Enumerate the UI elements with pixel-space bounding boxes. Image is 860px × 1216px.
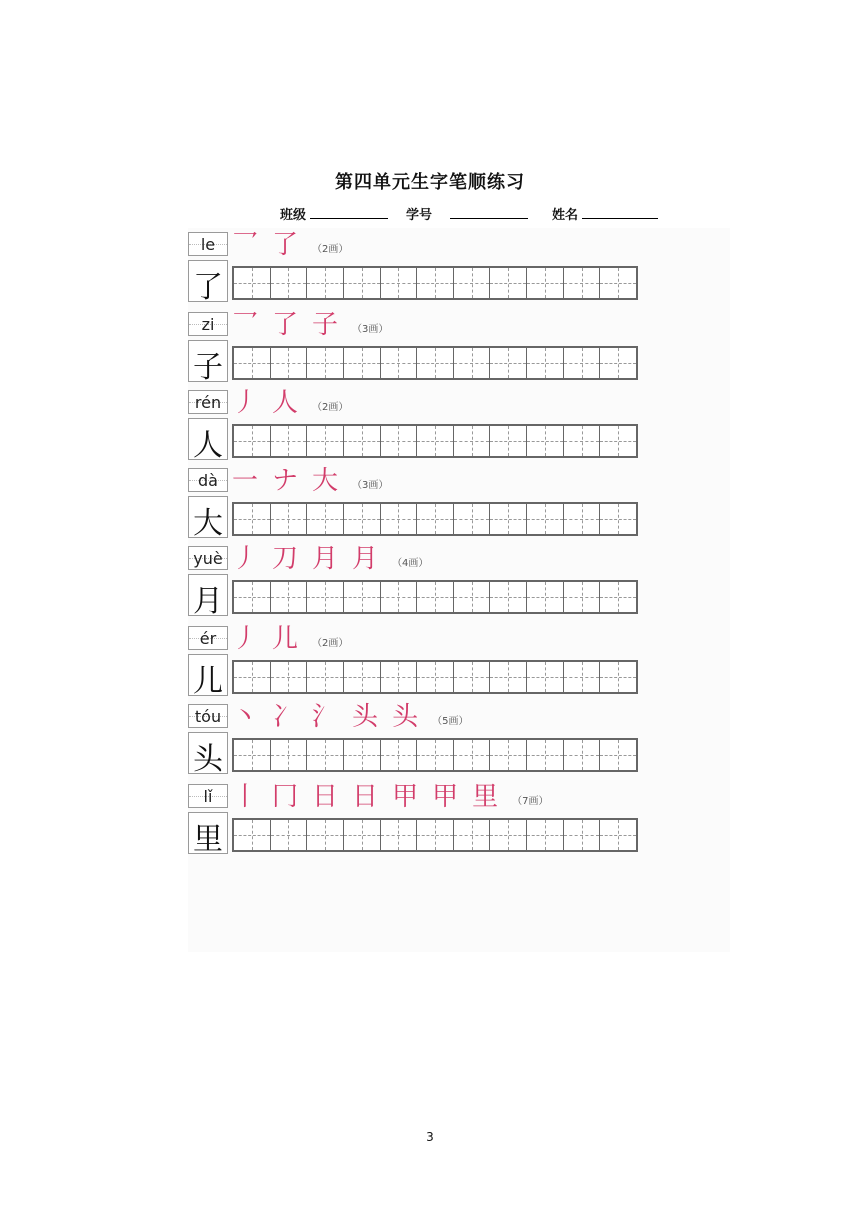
stroke-step: 月 [312,544,339,574]
pinyin-text: rén [194,393,222,412]
char-row [188,784,730,856]
writing-cell[interactable] [490,348,527,378]
writing-grid [232,346,638,380]
stroke-step: 了 [272,310,299,340]
stroke-order [232,546,428,572]
writing-cell[interactable] [417,740,454,770]
writing-cell[interactable] [307,582,344,612]
stroke-order [232,312,388,338]
writing-cell[interactable] [600,820,636,850]
writing-cell[interactable] [454,820,491,850]
writing-grid [232,660,638,694]
pinyin-text: yuè [193,549,223,568]
pinyin-text: zi [201,315,215,334]
writing-cell[interactable] [454,582,491,612]
writing-cell[interactable] [234,582,271,612]
stroke-step: ナ [272,466,299,496]
stroke-count: （4画） [392,558,429,569]
name-label: 姓名 [552,208,579,223]
writing-cell[interactable] [307,268,344,298]
writing-cell[interactable] [417,268,454,298]
writing-cell[interactable] [564,820,601,850]
pinyin-text: ér [199,629,217,648]
writing-cell[interactable] [344,740,381,770]
pinyin-box [188,626,228,650]
character-box [188,340,228,385]
pinyin-box [188,232,228,256]
writing-cell[interactable] [600,348,636,378]
char-row [188,390,730,462]
writing-grid [232,502,638,536]
writing-cell[interactable] [564,740,601,770]
character-text: 大 [193,506,223,541]
writing-cell[interactable] [344,268,381,298]
stroke-step: 了 [272,230,299,260]
stroke-step: 大 [312,466,339,496]
page-title: 第四单元生字笔顺练习 [335,172,525,193]
writing-cell[interactable] [234,740,271,770]
character-text: 月 [193,584,223,619]
stroke-step: 头 [352,702,379,732]
character-box [188,654,228,699]
writing-cell[interactable] [307,426,344,456]
writing-cell[interactable] [234,268,271,298]
writing-cell[interactable] [564,504,601,534]
stroke-count: （5画） [432,716,469,727]
character-text: 子 [193,350,223,385]
stroke-step: 冂 [272,782,299,812]
stroke-step: 丶 [232,702,259,732]
char-row [188,704,730,776]
writing-cell[interactable] [381,740,418,770]
character-text: 人 [193,428,223,463]
stroke-step: 丿 [232,544,259,574]
writing-cell[interactable] [381,662,418,692]
page-number: 3 [426,1130,434,1144]
writing-cell[interactable] [454,662,491,692]
writing-cell[interactable] [271,820,308,850]
stroke-step: 刀 [272,544,299,574]
pinyin-box [188,312,228,336]
writing-cell[interactable] [344,426,381,456]
writing-cell[interactable] [454,268,491,298]
stroke-step: 日 [352,782,379,812]
stroke-step: 月 [352,544,379,574]
pinyin-box [188,390,228,414]
writing-cell[interactable] [564,268,601,298]
writing-cell[interactable] [234,504,271,534]
char-row [188,626,730,698]
stroke-step: 子 [312,310,339,340]
writing-cell[interactable] [417,504,454,534]
character-text: 头 [193,742,223,777]
writing-cell[interactable] [490,662,527,692]
writing-cell[interactable] [271,426,308,456]
writing-cell[interactable] [307,740,344,770]
writing-cell[interactable] [271,582,308,612]
stroke-order [232,784,548,810]
writing-cell[interactable] [307,820,344,850]
writing-cell[interactable] [527,820,564,850]
stroke-order [232,232,348,258]
stroke-count: （2画） [312,638,349,649]
pinyin-text: tóu [194,707,222,726]
writing-cell[interactable] [417,582,454,612]
pinyin-text: dà [198,471,218,490]
writing-cell[interactable] [381,582,418,612]
pinyin-box [188,546,228,570]
writing-cell[interactable] [600,740,636,770]
char-row [188,468,730,540]
writing-cell[interactable] [600,426,636,456]
pinyin-text: lǐ [203,787,213,806]
writing-cell[interactable] [381,268,418,298]
writing-grid [232,738,638,772]
writing-cell[interactable] [564,582,601,612]
writing-cell[interactable] [381,348,418,378]
writing-cell[interactable] [271,662,308,692]
writing-cell[interactable] [454,348,491,378]
stroke-step: 里 [472,782,499,812]
stroke-count: （3画） [352,324,389,335]
writing-cell[interactable] [344,348,381,378]
stroke-count: （2画） [312,402,349,413]
stroke-step: 儿 [272,624,299,654]
char-row [188,232,730,304]
stroke-order [232,704,468,730]
character-box [188,496,228,541]
writing-cell[interactable] [600,504,636,534]
writing-cell[interactable] [490,740,527,770]
writing-cell[interactable] [271,348,308,378]
writing-cell[interactable] [564,662,601,692]
name-field[interactable] [582,218,658,219]
writing-grid [232,580,638,614]
writing-cell[interactable] [527,348,564,378]
stroke-step: 日 [312,782,339,812]
writing-cell[interactable] [600,662,636,692]
writing-cell[interactable] [307,504,344,534]
writing-cell[interactable] [381,426,418,456]
stroke-step: 一 [232,466,259,496]
worksheet [188,228,730,952]
writing-cell[interactable] [417,426,454,456]
writing-cell[interactable] [344,662,381,692]
writing-cell[interactable] [490,582,527,612]
writing-cell[interactable] [527,426,564,456]
writing-cell[interactable] [234,820,271,850]
writing-cell[interactable] [490,268,527,298]
class-field[interactable] [310,218,388,219]
stroke-step: 乛 [232,310,259,340]
writing-cell[interactable] [490,820,527,850]
class-label: 班级 [280,208,307,223]
writing-cell[interactable] [381,820,418,850]
writing-cell[interactable] [271,504,308,534]
stroke-step: 人 [272,388,299,418]
stroke-step: 丿 [232,388,259,418]
character-box [188,732,228,777]
writing-grid [232,424,638,458]
character-box [188,260,228,305]
stroke-count: （2画） [312,244,349,255]
stroke-step: 乛 [232,230,259,260]
writing-cell[interactable] [490,504,527,534]
writing-cell[interactable] [234,426,271,456]
pinyin-box [188,784,228,808]
writing-cell[interactable] [527,662,564,692]
writing-cell[interactable] [564,426,601,456]
stroke-count: （3画） [352,480,389,491]
character-text: 了 [193,270,223,305]
writing-cell[interactable] [600,268,636,298]
character-box [188,574,228,619]
character-box [188,418,228,463]
writing-cell[interactable] [417,662,454,692]
number-field[interactable] [450,218,528,219]
writing-cell[interactable] [307,348,344,378]
writing-grid [232,818,638,852]
stroke-step: 甲 [392,782,419,812]
writing-cell[interactable] [600,582,636,612]
writing-cell[interactable] [527,268,564,298]
pinyin-box [188,704,228,728]
writing-cell[interactable] [344,582,381,612]
writing-cell[interactable] [490,426,527,456]
pinyin-box [188,468,228,492]
writing-cell[interactable] [417,348,454,378]
stroke-count: （7画） [512,796,549,807]
stroke-step: 冫 [272,702,299,732]
writing-cell[interactable] [454,740,491,770]
character-box [188,812,228,857]
pinyin-text: le [200,235,216,254]
writing-cell[interactable] [454,426,491,456]
writing-cell[interactable] [234,348,271,378]
writing-cell[interactable] [381,504,418,534]
stroke-order [232,468,388,494]
writing-cell[interactable] [454,504,491,534]
stroke-step: 头 [392,702,419,732]
writing-cell[interactable] [417,820,454,850]
stroke-step: 丨 [232,782,259,812]
writing-cell[interactable] [527,504,564,534]
stroke-step: 丿 [232,624,259,654]
writing-cell[interactable] [234,662,271,692]
writing-cell[interactable] [527,582,564,612]
writing-grid [232,266,638,300]
writing-cell[interactable] [271,268,308,298]
stroke-order [232,626,348,652]
writing-cell[interactable] [271,740,308,770]
stroke-step: 氵 [312,702,339,732]
writing-cell[interactable] [344,820,381,850]
char-row [188,312,730,384]
stroke-step: 甲 [432,782,459,812]
char-row [188,546,730,618]
writing-cell[interactable] [307,662,344,692]
character-text: 儿 [193,664,223,699]
writing-cell[interactable] [344,504,381,534]
writing-cell[interactable] [527,740,564,770]
writing-cell[interactable] [564,348,601,378]
character-text: 里 [193,822,223,857]
number-label: 学号 [406,208,433,223]
stroke-order [232,390,348,416]
